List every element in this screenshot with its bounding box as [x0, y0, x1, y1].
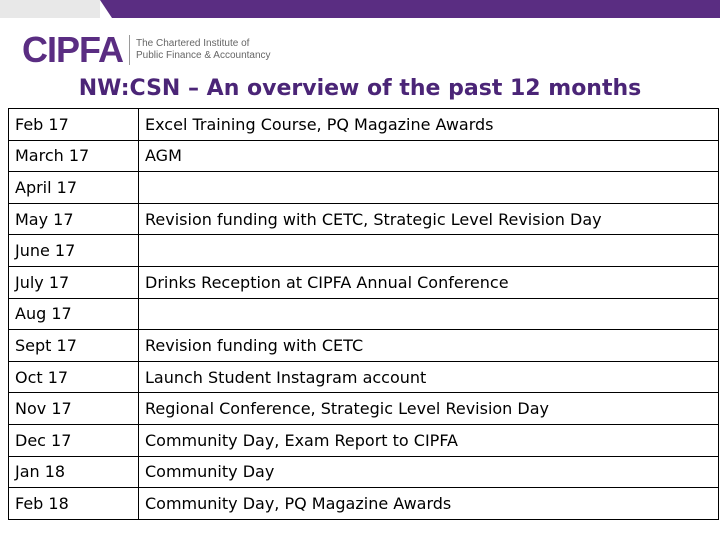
table-row	[9, 172, 719, 204]
table-row	[9, 330, 719, 362]
month-cell: Nov 17	[9, 393, 139, 425]
month-cell: Aug 17	[9, 298, 139, 330]
logo-tagline	[136, 38, 271, 62]
event-cell: Revision funding with CETC, Strategic Level Revision Day	[139, 203, 719, 235]
timeline-table	[8, 108, 719, 520]
event-cell: Revision funding with CETC	[139, 330, 719, 362]
month-cell: July 17	[9, 266, 139, 298]
month-cell: April 17	[9, 172, 139, 204]
event-cell: Launch Student Instagram account	[139, 361, 719, 393]
event-cell: Community Day, Exam Report to CIPFA	[139, 424, 719, 456]
event-cell: Excel Training Course, PQ Magazine Awards	[139, 109, 719, 141]
table-row	[9, 393, 719, 425]
month-cell: Jan 18	[9, 456, 139, 488]
event-cell: Regional Conference, Strategic Level Revision Day	[139, 393, 719, 425]
page-title: NW:CSN – An overview of the past 12 months	[78, 76, 642, 101]
table-row	[9, 456, 719, 488]
table-row	[9, 298, 719, 330]
table-row	[9, 235, 719, 267]
event-cell: AGM	[139, 140, 719, 172]
month-cell: Dec 17	[9, 424, 139, 456]
month-cell: Feb 17	[9, 109, 139, 141]
table-row	[9, 266, 719, 298]
month-cell: May 17	[9, 203, 139, 235]
logo-tagline-line2: Public Finance & Accountancy	[136, 50, 271, 61]
event-cell	[139, 298, 719, 330]
table-row	[9, 361, 719, 393]
event-cell: Community Day, PQ Magazine Awards	[139, 488, 719, 520]
table-row	[9, 140, 719, 172]
logo-wordmark: CIPFA	[22, 29, 124, 70]
month-cell: Oct 17	[9, 361, 139, 393]
logo-divider	[129, 35, 130, 65]
month-cell: Feb 18	[9, 488, 139, 520]
table-row	[9, 488, 719, 520]
logo-tagline-line1: The Chartered Institute of	[136, 38, 250, 49]
event-cell: Community Day	[139, 456, 719, 488]
event-cell: Drinks Reception at CIPFA Annual Conference	[139, 266, 719, 298]
header-color-bar	[0, 0, 720, 18]
event-cell	[139, 235, 719, 267]
month-cell: Sept 17	[9, 330, 139, 362]
month-cell: June 17	[9, 235, 139, 267]
table-row	[9, 109, 719, 141]
table-row	[9, 203, 719, 235]
cipfa-logo	[22, 30, 271, 70]
table-row	[9, 424, 719, 456]
event-cell	[139, 172, 719, 204]
month-cell: March 17	[9, 140, 139, 172]
